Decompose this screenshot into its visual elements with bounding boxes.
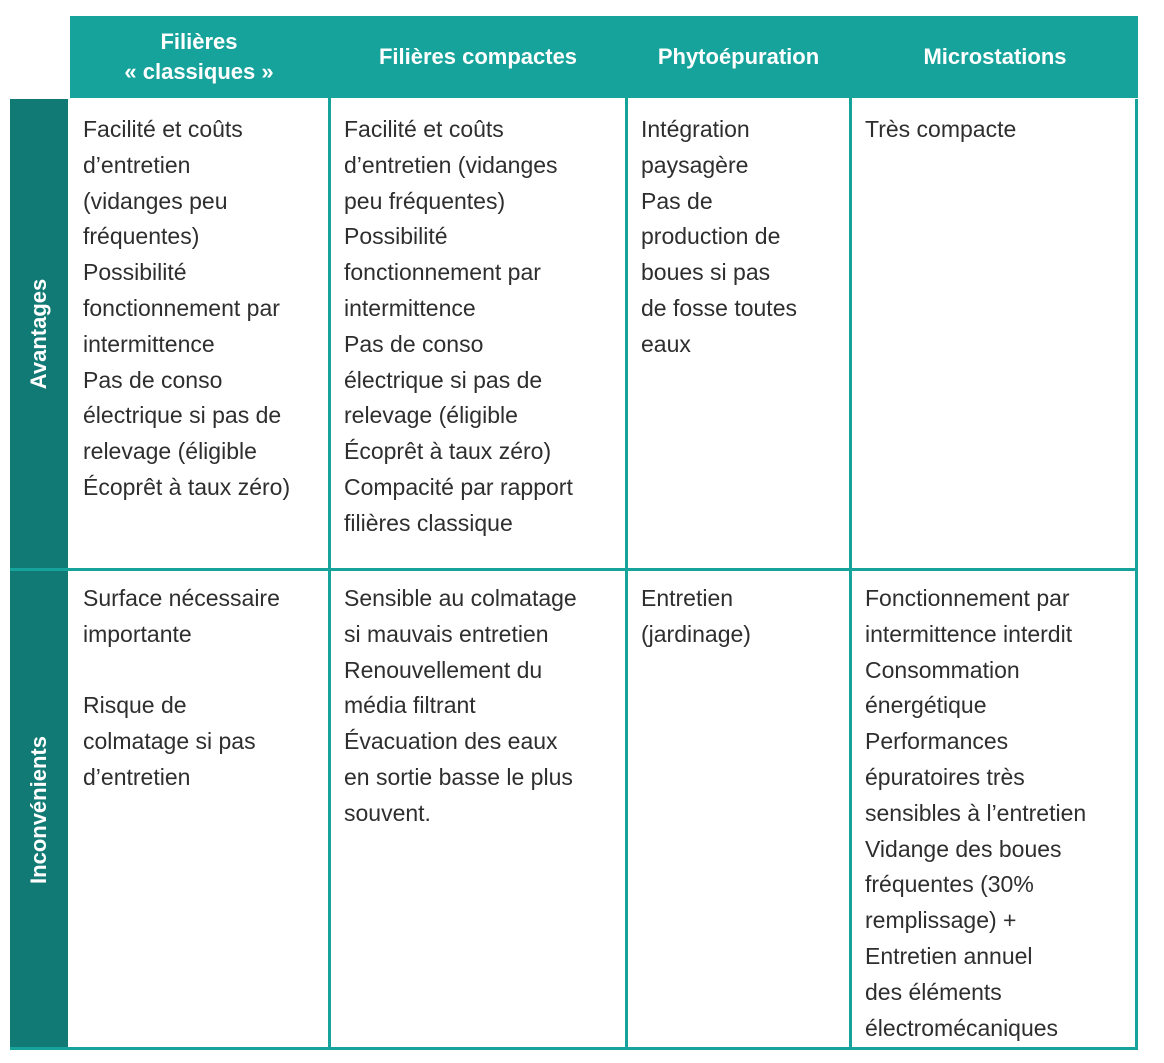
cell-text-line: Compacité par rapport bbox=[344, 473, 573, 500]
cell-text-line bbox=[83, 653, 328, 689]
cell-text-line: média filtrant bbox=[344, 692, 476, 719]
cell-text-line: Entretien bbox=[641, 585, 734, 611]
cell-avantages-phytoepuration bbox=[628, 112, 849, 363]
header-label: Filières « classiques » bbox=[124, 29, 274, 84]
cell-text-line: Possibilité bbox=[344, 223, 448, 250]
cell-text-line: Facilité et coûts bbox=[83, 116, 243, 142]
cell-text-line: Intégration bbox=[641, 116, 750, 142]
header-label: Microstations bbox=[923, 44, 1067, 69]
row-header-inconvenients bbox=[10, 571, 68, 1049]
cell-text-line: fonctionnement par bbox=[344, 259, 541, 286]
cell-text-line: fréquentes) bbox=[83, 223, 200, 250]
cell-text-line: relevage (éligible bbox=[344, 402, 518, 429]
row-label: Inconvénients bbox=[26, 736, 51, 884]
cell-text-line: Sensible au colmatage bbox=[344, 585, 577, 611]
cell-text-line: intermittence interdit bbox=[865, 620, 1073, 647]
header-microstations bbox=[852, 16, 1138, 98]
cell-text-line: relevage (éligible bbox=[83, 438, 257, 465]
cell-text-line: production de bbox=[641, 223, 781, 250]
cell-text-line: Renouvellement du bbox=[344, 656, 543, 683]
cell-inconvenients-filieres-classiques bbox=[70, 581, 328, 796]
cell-text-line: d’entretien bbox=[83, 151, 191, 178]
cell-inconvenients-microstations bbox=[852, 581, 1135, 1046]
cell-text-line: en sortie basse le plus bbox=[344, 763, 573, 790]
cell-text-line: colmatage si pas bbox=[83, 728, 256, 755]
cell-text-line: remplissage) + bbox=[865, 907, 1017, 934]
cell-text-line: Fonctionnement par bbox=[865, 585, 1070, 611]
cell-text-line: intermittence bbox=[344, 294, 476, 321]
cell-text-line: Écoprêt à taux zéro) bbox=[344, 438, 552, 465]
table-right-border bbox=[1135, 99, 1138, 1050]
cell-text-line: (jardinage) bbox=[641, 620, 751, 647]
cell-text-line: souvent. bbox=[344, 799, 431, 826]
header-filieres-classiques bbox=[70, 16, 328, 98]
row-label: Avantages bbox=[26, 278, 51, 389]
cell-text-line: Possibilité bbox=[83, 259, 187, 286]
cell-inconvenients-phytoepuration bbox=[628, 581, 849, 653]
row-divider bbox=[10, 568, 1138, 571]
cell-text-line: d’entretien bbox=[83, 763, 191, 790]
cell-avantages-microstations bbox=[852, 112, 1135, 148]
cell-text-line: Évacuation des eaux bbox=[344, 728, 558, 755]
cell-text-line: épuratoires très bbox=[865, 763, 1025, 790]
cell-text-line: électrique si pas de bbox=[83, 402, 282, 429]
header-label: Phytoépuration bbox=[657, 44, 820, 69]
cell-text-line: importante bbox=[83, 620, 192, 647]
row-header-avantages bbox=[10, 99, 68, 568]
cell-text-line: paysagère bbox=[641, 151, 749, 178]
header-filieres-compactes bbox=[331, 16, 625, 98]
cell-text-line: Très compacte bbox=[865, 116, 1017, 142]
cell-text-line: boues si pas bbox=[641, 259, 771, 286]
cell-text-line: Pas de conso bbox=[344, 330, 484, 357]
cell-text-line: si mauvais entretien bbox=[344, 620, 549, 647]
cell-text-line: Risque de bbox=[83, 692, 187, 719]
cell-avantages-filieres-compactes bbox=[331, 112, 625, 542]
cell-text-line: Consommation bbox=[865, 656, 1020, 683]
cell-text-line: Écoprêt à taux zéro) bbox=[83, 473, 291, 500]
cell-text-line: électromécaniques bbox=[865, 1014, 1059, 1041]
cell-text-line: eaux bbox=[641, 330, 691, 357]
cell-text-line: de fosse toutes bbox=[641, 294, 797, 321]
cell-text-line: intermittence bbox=[83, 330, 215, 357]
cell-text-line: d’entretien (vidanges bbox=[344, 151, 558, 178]
cell-text-line: peu fréquentes) bbox=[344, 187, 506, 214]
cell-avantages-filieres-classiques bbox=[70, 112, 328, 506]
cell-text-line: électrique si pas de bbox=[344, 366, 543, 393]
cell-text-line: Pas de bbox=[641, 187, 713, 214]
header-label: Filières compactes bbox=[378, 44, 578, 69]
cell-text-line: fréquentes (30% bbox=[865, 871, 1034, 898]
cell-text-line: Surface nécessaire bbox=[83, 585, 280, 611]
header-phytoepuration bbox=[628, 16, 849, 98]
cell-text-line: Performances bbox=[865, 728, 1009, 755]
cell-text-line: (vidanges peu bbox=[83, 187, 228, 214]
cell-text-line: sensibles à l’entretien bbox=[865, 799, 1087, 826]
cell-text-line: Facilité et coûts bbox=[344, 116, 504, 142]
cell-text-line: Entretien annuel bbox=[865, 942, 1033, 969]
cell-text-line: Pas de conso bbox=[83, 366, 223, 393]
table-bottom-border bbox=[10, 1047, 1138, 1050]
cell-text-line: Vidange des boues bbox=[865, 835, 1062, 862]
cell-text-line: fonctionnement par bbox=[83, 294, 280, 321]
cell-inconvenients-filieres-compactes bbox=[331, 581, 625, 832]
cell-text-line: filières classique bbox=[344, 509, 513, 536]
cell-text-line: des éléments bbox=[865, 978, 1002, 1005]
cell-text-line: énergétique bbox=[865, 692, 987, 719]
